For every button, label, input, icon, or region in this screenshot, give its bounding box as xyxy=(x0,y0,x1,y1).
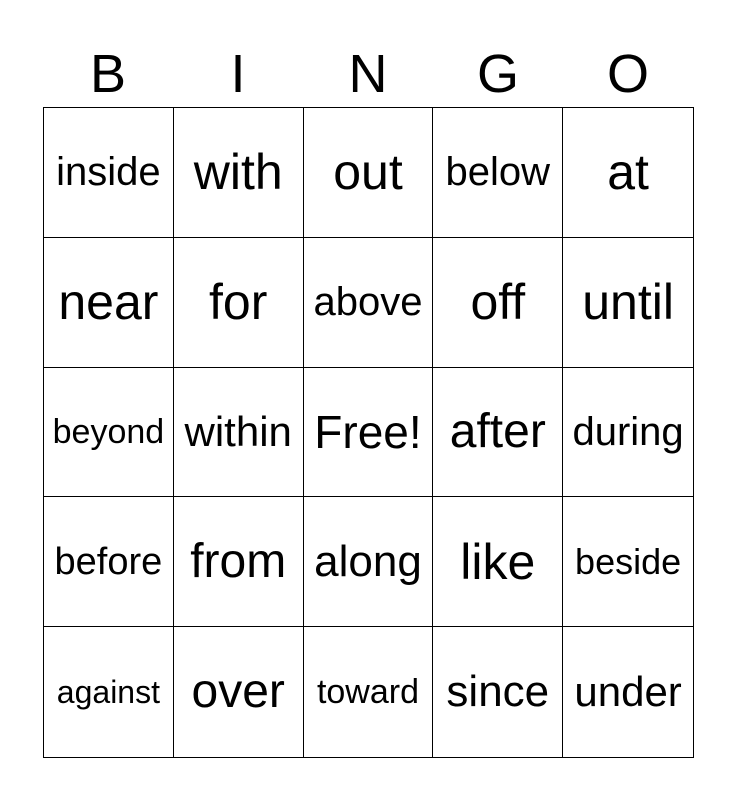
bingo-cell[interactable]: with xyxy=(174,108,304,238)
bingo-cell[interactable]: below xyxy=(433,108,563,238)
bingo-cell[interactable]: out xyxy=(304,108,434,238)
bingo-cell[interactable]: within xyxy=(174,368,304,498)
bingo-cell[interactable]: since xyxy=(433,627,563,757)
bingo-cell[interactable]: under xyxy=(574,668,682,716)
bingo-cell[interactable]: before xyxy=(44,497,174,627)
bingo-cell[interactable]: near xyxy=(44,238,174,368)
bingo-cell[interactable]: for xyxy=(174,238,304,368)
bingo-cell[interactable]: against xyxy=(44,627,174,757)
bingo-cell[interactable]: along xyxy=(304,497,434,627)
header-letter-i: I xyxy=(230,44,246,104)
free-space[interactable]: Free! xyxy=(304,368,434,498)
bingo-cell[interactable]: over xyxy=(174,627,304,757)
header-letter-o: O xyxy=(606,44,649,104)
bingo-cell[interactable]: above xyxy=(304,238,434,368)
bingo-cell[interactable]: until xyxy=(563,238,693,368)
bingo-header xyxy=(43,40,693,108)
bingo-cell[interactable]: during xyxy=(563,368,693,498)
bingo-cell[interactable]: from xyxy=(174,497,304,627)
bingo-cell[interactable]: toward xyxy=(304,627,434,757)
bingo-board xyxy=(43,107,694,758)
header-letter-g: G xyxy=(476,44,519,104)
bingo-cell[interactable]: after xyxy=(433,368,563,498)
bingo-cell[interactable]: off xyxy=(433,238,563,368)
bingo-cell[interactable]: inside xyxy=(44,108,174,238)
bingo-cell[interactable]: beside xyxy=(563,497,693,627)
bingo-cell[interactable]: beyond xyxy=(44,368,174,498)
bingo-cell[interactable]: at xyxy=(563,108,693,238)
header-letter-n: N xyxy=(348,44,388,104)
bingo-cell[interactable]: like xyxy=(433,497,563,627)
header-letter-b: B xyxy=(89,44,127,104)
